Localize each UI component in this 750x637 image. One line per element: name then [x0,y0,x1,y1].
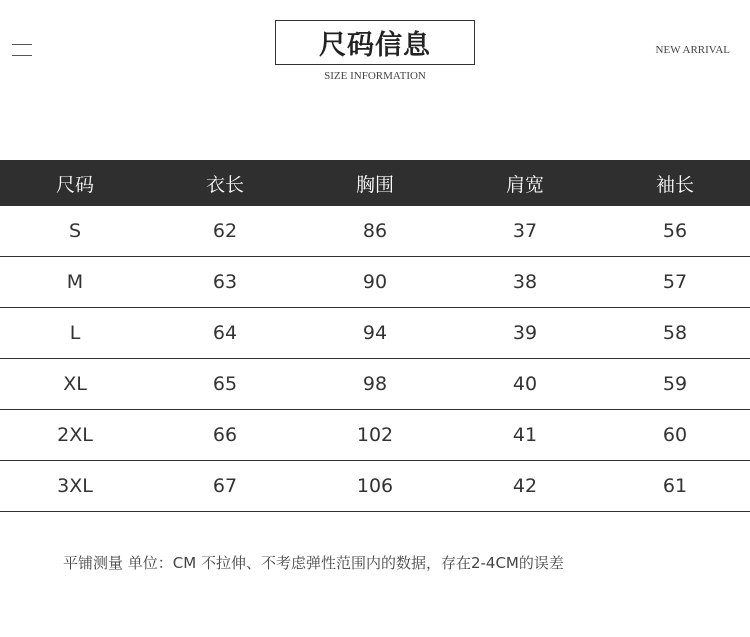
table-row [0,461,750,512]
table-cell-shoulder: 38 [450,257,600,308]
table-cell-chest: 98 [300,359,450,410]
table-cell-size: 3XL [0,461,150,512]
table-cell-length: 62 [150,206,300,257]
column-header-chest: 胸围 [300,160,450,206]
table-row [0,308,750,359]
table-cell-sleeve: 59 [600,359,750,410]
column-header-sleeve: 袖长 [600,160,750,206]
table-row [0,359,750,410]
page-subtitle: SIZE INFORMATION [324,70,426,82]
table-cell-chest: 94 [300,308,450,359]
size-table-header-row [0,160,750,206]
menu-icon-line-bottom [12,55,32,56]
table-cell-shoulder: 40 [450,359,600,410]
table-cell-sleeve: 61 [600,461,750,512]
table-cell-chest: 106 [300,461,450,512]
table-cell-chest: 86 [300,206,450,257]
table-cell-size: S [0,206,150,257]
column-header-shoulder: 肩宽 [450,160,600,206]
new-arrival-label: NEW ARRIVAL [655,44,730,56]
table-row [0,206,750,257]
table-cell-size: L [0,308,150,359]
table-cell-size: XL [0,359,150,410]
table-cell-length: 65 [150,359,300,410]
table-cell-sleeve: 58 [600,308,750,359]
table-cell-shoulder: 41 [450,410,600,461]
size-table [0,160,750,512]
table-row [0,410,750,461]
table-cell-length: 63 [150,257,300,308]
table-cell-chest: 90 [300,257,450,308]
table-cell-shoulder: 39 [450,308,600,359]
table-cell-shoulder: 42 [450,461,600,512]
table-cell-length: 66 [150,410,300,461]
table-cell-length: 67 [150,461,300,512]
table-cell-size: M [0,257,150,308]
table-cell-sleeve: 56 [600,206,750,257]
menu-icon[interactable] [12,44,32,56]
table-cell-chest: 102 [300,410,450,461]
page-title: 尺码信息 [275,20,475,65]
table-cell-size: 2XL [0,410,150,461]
table-row [0,257,750,308]
table-cell-length: 64 [150,308,300,359]
menu-icon-line-top [12,44,32,45]
table-cell-sleeve: 60 [600,410,750,461]
measurement-note: 平铺测量 单位：CM 不拉伸、不考虑弹性范围内的数据，存在2-4CM的误差 [63,554,564,572]
column-header-size: 尺码 [0,160,150,206]
table-cell-shoulder: 37 [450,206,600,257]
table-cell-sleeve: 57 [600,257,750,308]
column-header-length: 衣长 [150,160,300,206]
